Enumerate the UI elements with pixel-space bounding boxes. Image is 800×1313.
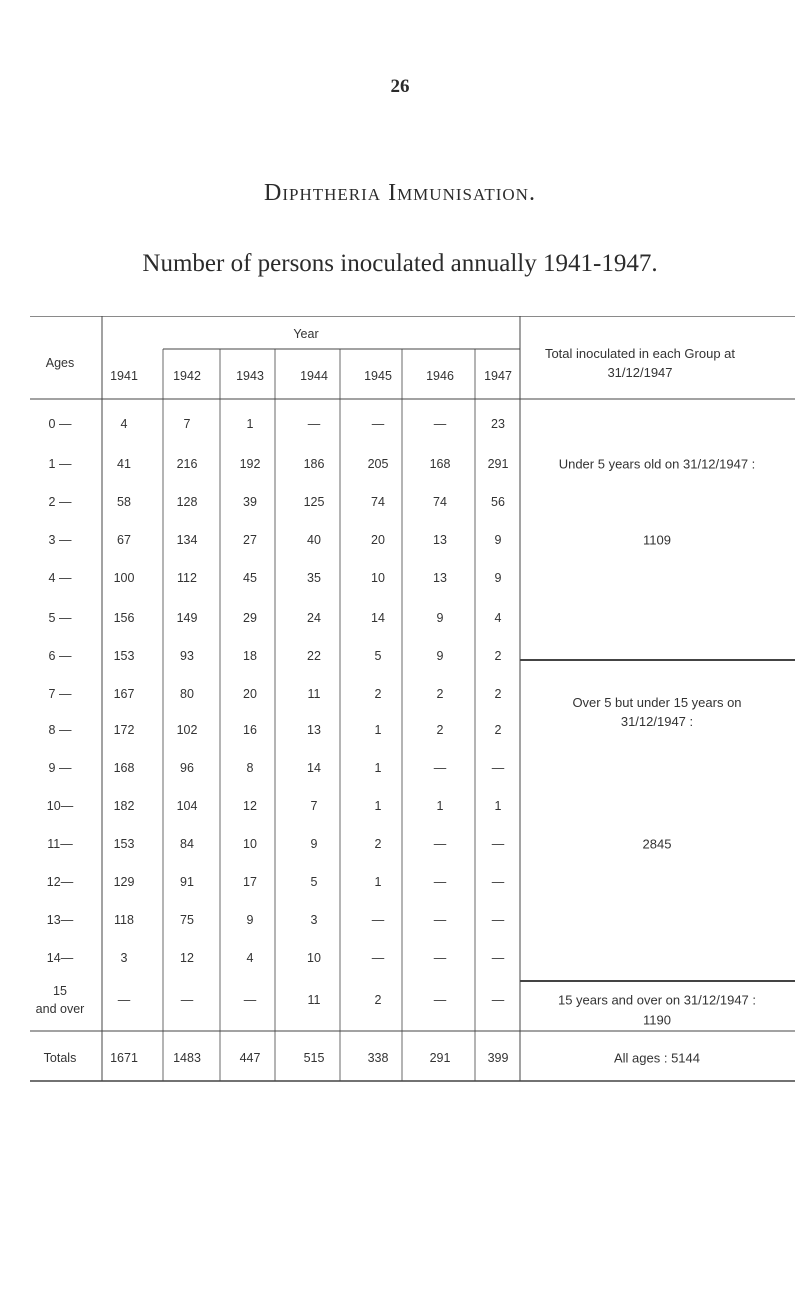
table-cell: — xyxy=(180,993,194,1007)
table-cell: 2 xyxy=(436,687,444,701)
table-cell: 58 xyxy=(117,495,131,509)
table-cell: — xyxy=(491,837,505,851)
table-cell: 18 xyxy=(243,649,257,663)
table-cell: 75 xyxy=(180,913,194,927)
table-cell: 45 xyxy=(243,571,257,585)
table-cell: 102 xyxy=(176,723,198,737)
table-cell: 7 xyxy=(183,417,191,431)
table-cell: — xyxy=(433,761,447,775)
table-cell: 2 xyxy=(436,723,444,737)
table-cell: 2 xyxy=(374,687,382,701)
table-cell: 1 xyxy=(374,761,382,775)
page-subtitle: Number of persons inoculated annually 1941-1947. xyxy=(142,250,658,277)
table-cell: 5 xyxy=(310,875,318,889)
table-cell: 104 xyxy=(176,799,198,813)
table-cell: 11 xyxy=(307,687,321,701)
table-cell: 1 xyxy=(494,799,502,813)
header-year: Year xyxy=(293,327,319,341)
table-cell: 9 xyxy=(494,533,502,547)
totals-label: Totals xyxy=(43,1051,77,1065)
immunisation-table xyxy=(30,316,795,1096)
table-cell: 35 xyxy=(307,571,321,585)
table-cell: 168 xyxy=(113,761,135,775)
header-year-1944: 1944 xyxy=(300,369,328,383)
table-cell: 1 xyxy=(374,875,382,889)
group-over15-value: 1190 xyxy=(643,1012,671,1028)
table-cell: 8 xyxy=(246,761,254,775)
table-cell: 80 xyxy=(180,687,194,701)
table-cell: 74 xyxy=(371,495,385,509)
table-cell: — xyxy=(491,993,505,1007)
table-cell: 118 xyxy=(114,913,134,927)
table-cell: 129 xyxy=(113,875,135,889)
table-cell: — xyxy=(491,913,505,927)
table-cell: 156 xyxy=(113,611,135,625)
row-age-label: 1 — xyxy=(48,457,72,471)
table-cell: 17 xyxy=(243,875,257,889)
table-cell: — xyxy=(433,875,447,889)
table-cell: 3 xyxy=(310,913,318,927)
row-age-label: 5 — xyxy=(48,611,72,625)
table-cell: 112 xyxy=(177,571,197,585)
group-over5-label: Over 5 but under 15 years on 31/12/1947 : xyxy=(572,695,742,729)
table-cell: 10 xyxy=(371,571,385,585)
table-cell: 4 xyxy=(246,951,254,965)
table-cell: — xyxy=(371,951,385,965)
table-cell: 13 xyxy=(433,533,447,547)
group-under5-label: Under 5 years old on 31/12/1947 : xyxy=(558,456,756,472)
row-age-label: 8 — xyxy=(48,723,72,737)
row-age-label: 11— xyxy=(47,837,73,851)
table-cell: 20 xyxy=(371,533,385,547)
table-cell: 2 xyxy=(494,649,502,663)
table-cell: 153 xyxy=(113,649,135,663)
table-cell: 41 xyxy=(117,457,131,471)
table-cell: 2 xyxy=(374,837,382,851)
table-cell: 10 xyxy=(243,837,257,851)
table-cell: 9 xyxy=(436,611,444,625)
table-cell: 9 xyxy=(436,649,444,663)
table-cell: — xyxy=(243,993,257,1007)
totals-cell: 291 xyxy=(429,1051,451,1065)
table-cell: 1 xyxy=(246,417,254,431)
totals-cell: 338 xyxy=(367,1051,389,1065)
table-cell: 2 xyxy=(374,993,382,1007)
table-cell: 20 xyxy=(243,687,257,701)
table-cell: 100 xyxy=(113,571,135,585)
table-cell: 125 xyxy=(303,495,325,509)
table-cell: 9 xyxy=(246,913,254,927)
table-cell: — xyxy=(117,993,131,1007)
table-cell: 167 xyxy=(113,687,135,701)
totals-cell: 515 xyxy=(303,1051,325,1065)
table-cell: 5 xyxy=(374,649,382,663)
table-cell: 12 xyxy=(243,799,257,813)
table-cell: 168 xyxy=(429,457,451,471)
row-age-label: 10— xyxy=(46,799,74,813)
table-cell: 39 xyxy=(243,495,257,509)
group-over5-value: 2845 xyxy=(642,836,672,852)
totals-cell: 1483 xyxy=(173,1051,201,1065)
header-year-1946: 1946 xyxy=(426,369,454,383)
row-age-label: 14— xyxy=(46,951,74,965)
table-cell: 2 xyxy=(494,687,502,701)
table-cell: 1 xyxy=(436,799,444,813)
table-cell: 91 xyxy=(180,875,194,889)
table-cell: — xyxy=(371,913,385,927)
row-age-label: 9 — xyxy=(48,761,72,775)
header-year-1942: 1942 xyxy=(173,369,201,383)
table-cell: 24 xyxy=(307,611,321,625)
table-cell: 186 xyxy=(303,457,325,471)
table-cell: 16 xyxy=(243,723,257,737)
table-cell: 40 xyxy=(307,533,321,547)
table-cell: 12 xyxy=(180,951,194,965)
table-cell: 11 xyxy=(307,993,321,1007)
table-cell: 23 xyxy=(491,417,505,431)
table-cell: 56 xyxy=(491,495,505,509)
group-all-ages: All ages : 5144 xyxy=(613,1050,701,1066)
table-cell: 182 xyxy=(113,799,135,813)
row-age-label: 12— xyxy=(46,875,74,889)
group-over15-label: 15 years and over on 31/12/1947 : xyxy=(557,992,757,1008)
table-cell: 13 xyxy=(307,723,321,737)
table-cell: — xyxy=(491,875,505,889)
table-cell: — xyxy=(371,417,385,431)
table-cell: 13 xyxy=(433,571,447,585)
row-age-label: 15 and over xyxy=(35,984,85,1016)
table-cell: 172 xyxy=(113,723,135,737)
table-cell: 7 xyxy=(310,799,318,813)
table-cell: 96 xyxy=(180,761,194,775)
table-cell: 67 xyxy=(117,533,131,547)
row-age-label: 7 — xyxy=(48,687,72,701)
totals-cell: 447 xyxy=(239,1051,261,1065)
header-year-1945: 1945 xyxy=(364,369,392,383)
table-cell: 128 xyxy=(176,495,198,509)
table-cell: 134 xyxy=(176,533,198,547)
table-cell: 1 xyxy=(374,799,382,813)
table-cell: 9 xyxy=(494,571,502,585)
totals-cell: 1671 xyxy=(110,1051,138,1065)
table-cell: — xyxy=(433,837,447,851)
table-cell: 10 xyxy=(307,951,321,965)
table-cell: — xyxy=(433,417,447,431)
table-cell: 153 xyxy=(113,837,135,851)
table-cell: 22 xyxy=(307,649,321,663)
row-age-label: 2 — xyxy=(48,495,72,509)
table-cell: — xyxy=(491,761,505,775)
table-cell: 205 xyxy=(367,457,389,471)
row-age-label: 3 — xyxy=(48,533,72,547)
table-cell: 291 xyxy=(487,457,509,471)
table-cell: 3 xyxy=(120,951,128,965)
table-cell: — xyxy=(433,993,447,1007)
page-number: 26 xyxy=(390,76,410,97)
table-cell: 4 xyxy=(494,611,502,625)
header-year-1943: 1943 xyxy=(236,369,264,383)
table-cell: 14 xyxy=(371,611,385,625)
table-cell: 1 xyxy=(374,723,382,737)
table-cell: — xyxy=(491,951,505,965)
row-age-label: 6 — xyxy=(48,649,72,663)
header-total: Total inoculated in each Group at 31/12/1947 xyxy=(544,346,736,380)
table-cell: — xyxy=(433,913,447,927)
row-age-label: 4 — xyxy=(48,571,72,585)
table-cell: 216 xyxy=(176,457,198,471)
table-cell: 29 xyxy=(243,611,257,625)
row-age-label: 0 — xyxy=(48,417,72,431)
table-cell: 4 xyxy=(120,417,128,431)
table-cell: 149 xyxy=(176,611,198,625)
table-cell: — xyxy=(307,417,321,431)
table-cell: 9 xyxy=(310,837,318,851)
header-year-1947: 1947 xyxy=(484,369,512,383)
table-cell: 84 xyxy=(180,837,194,851)
table-cell: 2 xyxy=(494,723,502,737)
table-cell: 93 xyxy=(180,649,194,663)
page-title: Diphtheria Immunisation. xyxy=(264,180,536,206)
row-age-label: 13— xyxy=(46,913,74,927)
table-cell: 14 xyxy=(307,761,321,775)
totals-cell: 399 xyxy=(487,1051,509,1065)
table-cell: 74 xyxy=(433,495,447,509)
table-cell: 27 xyxy=(243,533,257,547)
group-under5-value: 1109 xyxy=(643,532,671,548)
table-cell: — xyxy=(433,951,447,965)
header-ages: Ages xyxy=(45,356,75,370)
header-year-1941: 1941 xyxy=(110,369,138,383)
table-cell: 192 xyxy=(239,457,261,471)
